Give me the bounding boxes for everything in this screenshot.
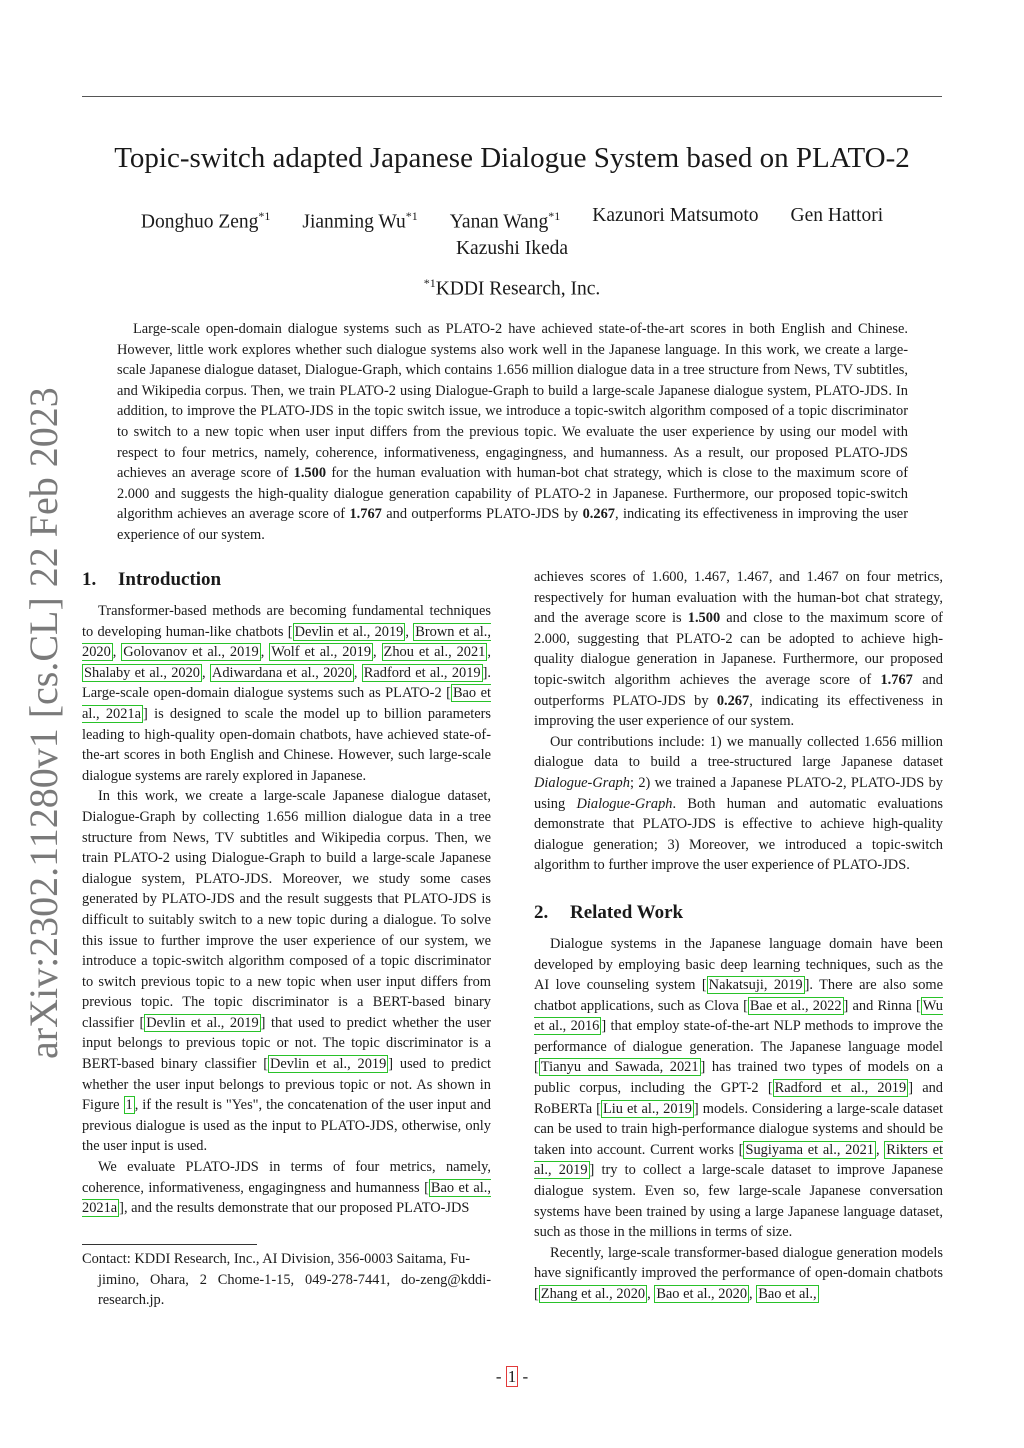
citation-link[interactable]: Bao et al., 2021a (82, 1179, 492, 1217)
citation-link[interactable]: Bao et al., 2020 (656, 1286, 748, 1302)
citation-link[interactable]: Zhang et al., 2020 (540, 1286, 646, 1302)
citation-link[interactable]: Wu et al., 2016 (534, 997, 943, 1035)
paragraph: Transformer-based methods are becoming fundamental techniques to developing human-like chatbots [ Devlin et al., 2019 , Brown et al., 2020 , Golovanov et al., 2019 , Wolf et al., 2019 , Zhou et al., 2021 , Shalaby et al., 2020 , Adiwardana et al., 2020 , Radford et al., 2019 ]. Large-scale open-domain dialogue systems such as PLATO-2 [ Bao et al., 2021a ] is designed to scale the model up to billion parameters leading to high-quality open-domain chatbots, have achieved state-of-the-art scores in both English and Chinese. However, such large-scale dialogue systems are rarely explored in Japanese. (82, 603, 491, 784)
page-number-link[interactable]: 1 (507, 1367, 517, 1386)
citation-link[interactable]: Devlin et al., 2019 (146, 1014, 259, 1031)
citation-link[interactable]: Golovanov et al., 2019 (123, 644, 259, 661)
citation-link[interactable]: Nakatsuji, 2019 (708, 977, 803, 994)
citation-link[interactable]: Bae et al., 2022 (749, 997, 842, 1014)
citation-link[interactable]: Liu et al., 2019 (602, 1100, 692, 1117)
author-list (82, 203, 942, 262)
affiliation: $^{*1}$KDDI Research, Inc. (423, 276, 601, 300)
citation-link[interactable]: Radford et al., 2019 (363, 664, 481, 681)
section-heading-related-work: 2. Related Work (534, 901, 684, 923)
author: Donghuo Zeng$^{*1}$ (140, 209, 271, 233)
author: Yanan Wang$^{*1}$ (449, 209, 561, 233)
citation-link[interactable]: Wolf et al., 2019 (271, 644, 372, 661)
citation-link[interactable]: Shalaby et al., 2020 (84, 664, 201, 681)
author: Kazushi Ikeda (455, 237, 569, 259)
paragraph: We evaluate PLATO-JDS in terms of four metrics, namely, coherence, informativeness, engagingness and humanness [ Bao et al., 2021a ], and the results demonstrate that our proposed PLATO-JDS (82, 1159, 492, 1217)
citation-link[interactable]: Zhou et al., 2021 (383, 644, 486, 661)
paragraph: achieves scores of 1.600, 1.467, 1.467, and 1.467 on four metrics, respectively for human evaluation with the human-bot chat strategy, and the average score is 1.500 and close to the maximum score of 2.000, suggesting that PLATO-2 can be adopted to achieve high-quality dialogue generation in Japanese. Furthermore, our proposed topic-switch algorithm achieves the average score of 1.767 and outperforms PLATO-JDS by 0.267, indicating its effectiveness in improving the user experience of our system. (534, 569, 943, 730)
citation-link[interactable]: Devlin et al., 2019 (270, 1056, 387, 1073)
left-column (82, 567, 491, 1219)
author: Gen Hattori (790, 205, 884, 226)
paragraph: Dialogue systems in the Japanese language domain have been developed by employing basic deep learning techniques, such as the AI love counseling system [ Nakatsuji, 2019 ]. There are also some chatbot applications, such as Clova [ Bae et al., 2022 ] and Rinna [ Wu et al., 2016 ] that employ state-of-the-art NLP methods to improve the performance of dialogue generation. The Japanese language model [ Tianyu and Sawada, 2021 ] has trained two types of models on a public corpus, including the GPT-2 [ Radford et al., 2019 ] and RoBERTa [ Liu et al., 2019 ] models. Considering a large-scale dataset can be used to train high-performance dialogue systems and should be taken into account. Current works [ Sugiyama et al., 2021 , Rikters et al., 2019 ] try to collect a large-scale dataset to improve Japanese dialogue system. Even so, few large-scale Japanese conversation systems have been trained by using a large Japanese language dataset, such as those in the millions in terms of size. (534, 935, 944, 1241)
citation-link[interactable]: Radford et al., 2019 (774, 1080, 907, 1097)
citation-link[interactable]: Sugiyama et al., 2021 (745, 1141, 874, 1158)
author: Jianming Wu$^{*1}$ (302, 209, 418, 233)
figure-link[interactable]: 1 (125, 1097, 133, 1114)
citation-link[interactable]: Brown et al., 2020 (82, 623, 491, 661)
section-heading-introduction: 1. Introduction (82, 569, 222, 590)
citation-link[interactable]: Rikters et al., 2019 (534, 1141, 943, 1179)
citation-link[interactable]: Adiwardana et al., 2020 (211, 664, 352, 681)
right-column (534, 567, 943, 1305)
paragraph: Recently, large-scale transformer-based dialogue generation models have significantly improved the performance of open-domain chatbots [ Zhang et al., 2020 , Bao et al., 2020 , Bao et al., (534, 1244, 943, 1302)
paper-title: Topic-switch adapted Japanese Dialogue System based on PLATO-2 (114, 142, 910, 174)
page-number: - 1 - (495, 1367, 529, 1386)
footnote: Contact: KDDI Research, Inc., AI Division, 356-0003 Saitama, Fu- jimino, Ohara, 2 Chome-1-15, 049-278-7441, do-zeng@kddi-research.jp. (82, 1251, 491, 1309)
footnote-rule (82, 1244, 257, 1245)
arxiv-sidebar-stamp: arXiv:2302.11280v1 [cs.CL] 22 Feb 2023 (21, 387, 66, 1059)
paragraph: In this work, we create a large-scale Japanese dialogue dataset, Dialogue-Graph by collecting 1.656 million dialogue data in a tree structure from News, TV subtitles and Wikipedia corpus. Then, we train PLATO-2 using Dialogue-Graph to build a large-scale Japanese dialogue system, PLATO-JDS. Moreover, we study some cases generated by PLATO-JDS and the result suggests that PLATO-JDS is difficult to suitably switch to a new topic during a dialogue. To solve this issue to further improve the user experience of our system, we introduce a topic-switch algorithm composed of a topic discriminator to switch previous topic to a new topic when user input differs from previous topic. The topic discriminator is a BERT-based binary classifier [ Devlin et al., 2019 ] that used to predict whether the user input belongs to previous topic or not. The topic discriminator is a BERT-based binary classifier [ Devlin et al., 2019 ] used to predict whether the user input belongs to previous topic or not. As shown in Figure 1 , if the result is "Yes", the concatenation of the user input and previous dialogue is used as the input to PLATO-JDS, otherwise, only the user input is used. (82, 788, 491, 1155)
author: Kazunori Matsumoto (592, 205, 759, 226)
header-rule (82, 96, 942, 97)
citation-link[interactable]: Devlin et al., 2019 (294, 623, 404, 640)
citation-link[interactable]: Bao et al., (758, 1286, 817, 1302)
citation-link[interactable]: Tianyu and Sawada, 2021 (540, 1059, 699, 1076)
abstract: Large-scale open-domain dialogue systems such as PLATO-2 have achieved state-of-the-art scores in both English and Chinese. However, little work explores whether such dialogue systems also work well in the Japanese language. In this work, we create a large-scale Japanese dialogue dataset, Dialogue-Graph, which contains 1.656 million dialogue data in a tree structure from News, TV subtitles, and Wikipedia corpus. Then, we train PLATO-2 using Dialogue-Graph to build a large-scale Japanese dialogue system, PLATO-JDS. In addition, to improve the PLATO-JDS in the topic switch issue, we introduce a topic-switch algorithm composed of a topic discriminator to switch to a new topic when user input differs from the previous topic. We evaluate the user experience by using our model with respect to four metrics, namely, coherence, informativeness, engagingness, and humanness. As a result, our proposed PLATO-JDS achieves an average score of 1.500 for the human evaluation with human-bot chat strategy, which is close to the maximum score of 2.000 and suggests the high-quality dialogue generation capability of PLATO-2 in Japanese. Furthermore, our proposed topic-switch algorithm achieves an average score of 1.767 and outperforms PLATO-JDS by 0.267, indicating its effectiveness in improving the user experience of our system. (117, 321, 908, 543)
citation-link[interactable]: Bao et al., 2021a (82, 685, 491, 722)
paragraph: Our contributions include: 1) we manually collected 1.656 million dialogue data to build a tree-structured large Japanese dataset Dialogue-Graph; 2) we trained a Japanese PLATO-2, PLATO-JDS by using Dialogue-Graph. Both human and automatic evaluations demonstrate that PLATO-JDS is effective to achieve high-quality dialogue generation; 3) Moreover, we introduced a topic-switch algorithm to further improve the user experience of PLATO-JDS. (534, 733, 943, 874)
